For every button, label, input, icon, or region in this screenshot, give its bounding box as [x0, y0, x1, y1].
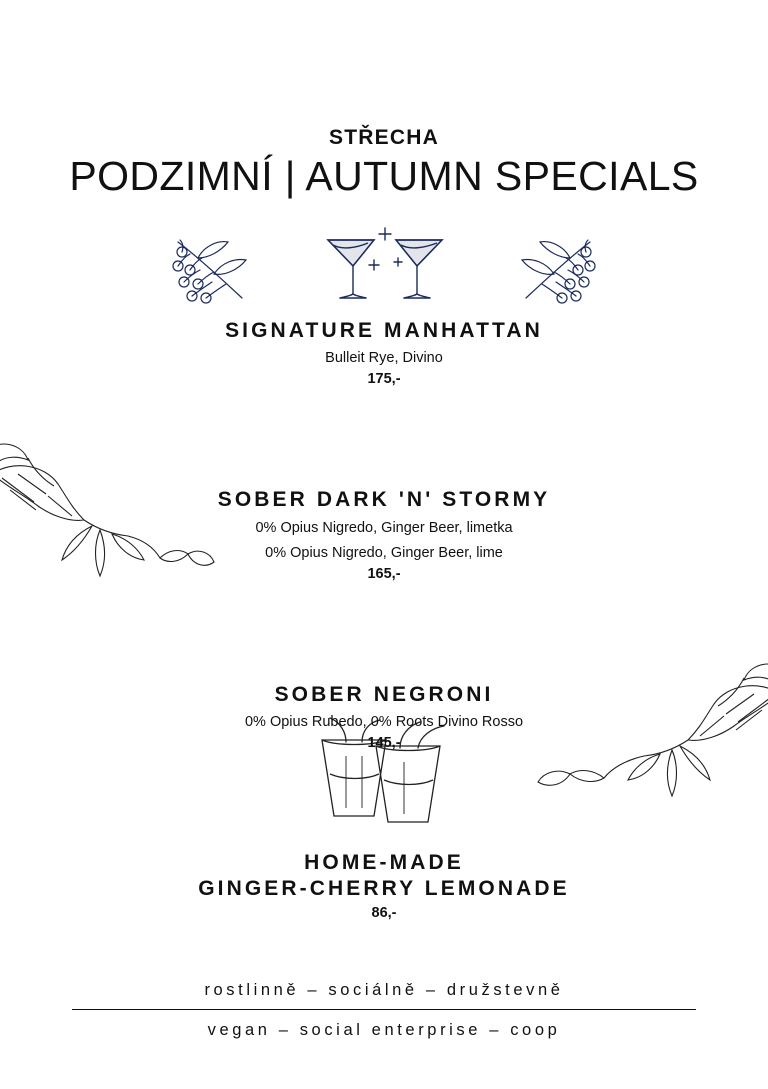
footer-slogan-en: vegan – social enterprise – coop: [207, 1021, 561, 1040]
menu-item-description-cs: 0% Opius Nigredo, Ginger Beer, limetka: [255, 519, 513, 536]
menu-item: [0, 487, 768, 581]
menu-item-name: SIGNATURE MANHATTAN: [225, 319, 543, 342]
menu-item-price: 86,-: [371, 904, 397, 921]
menu-item-name: SOBER DARK 'N' STORMY: [217, 488, 551, 512]
menu-item-description: 0% Opius Rubedo, 0% Roots Divino Rosso: [244, 713, 524, 730]
page-title: PODZIMNÍ | AUTUMN SPECIALS: [69, 153, 699, 200]
footer-slogan-cs: rostlinně – sociálně – družstevně: [204, 981, 564, 999]
menu-item: [0, 682, 768, 751]
menu-item-price: 165,-: [367, 565, 401, 582]
menu-list: [0, 318, 768, 751]
menu-item-name-line2: GINGER-CHERRY LEMONADE: [198, 877, 570, 901]
brand-name: STŘECHA: [329, 126, 439, 149]
menu-item-name: SOBER NEGRONI: [274, 682, 494, 706]
clinking-cocktail-glasses-icon: [312, 224, 458, 310]
rowan-berry-branch-right-icon: [508, 228, 600, 312]
menu-item-price: 175,-: [367, 371, 401, 388]
menu-item-description-en: 0% Opius Nigredo, Ginger Beer, lime: [265, 544, 503, 561]
rowan-berry-branch-left-icon: [168, 228, 260, 312]
menu-item-price: 145,-: [367, 734, 401, 751]
menu-item: [0, 850, 768, 921]
footer: [72, 973, 696, 1050]
menu-item-name-line1: HOME-MADE: [304, 851, 464, 874]
page-header: [0, 126, 768, 200]
menu-item-description: Bulleit Rye, Divino: [325, 350, 443, 367]
menu-item: [0, 318, 768, 387]
